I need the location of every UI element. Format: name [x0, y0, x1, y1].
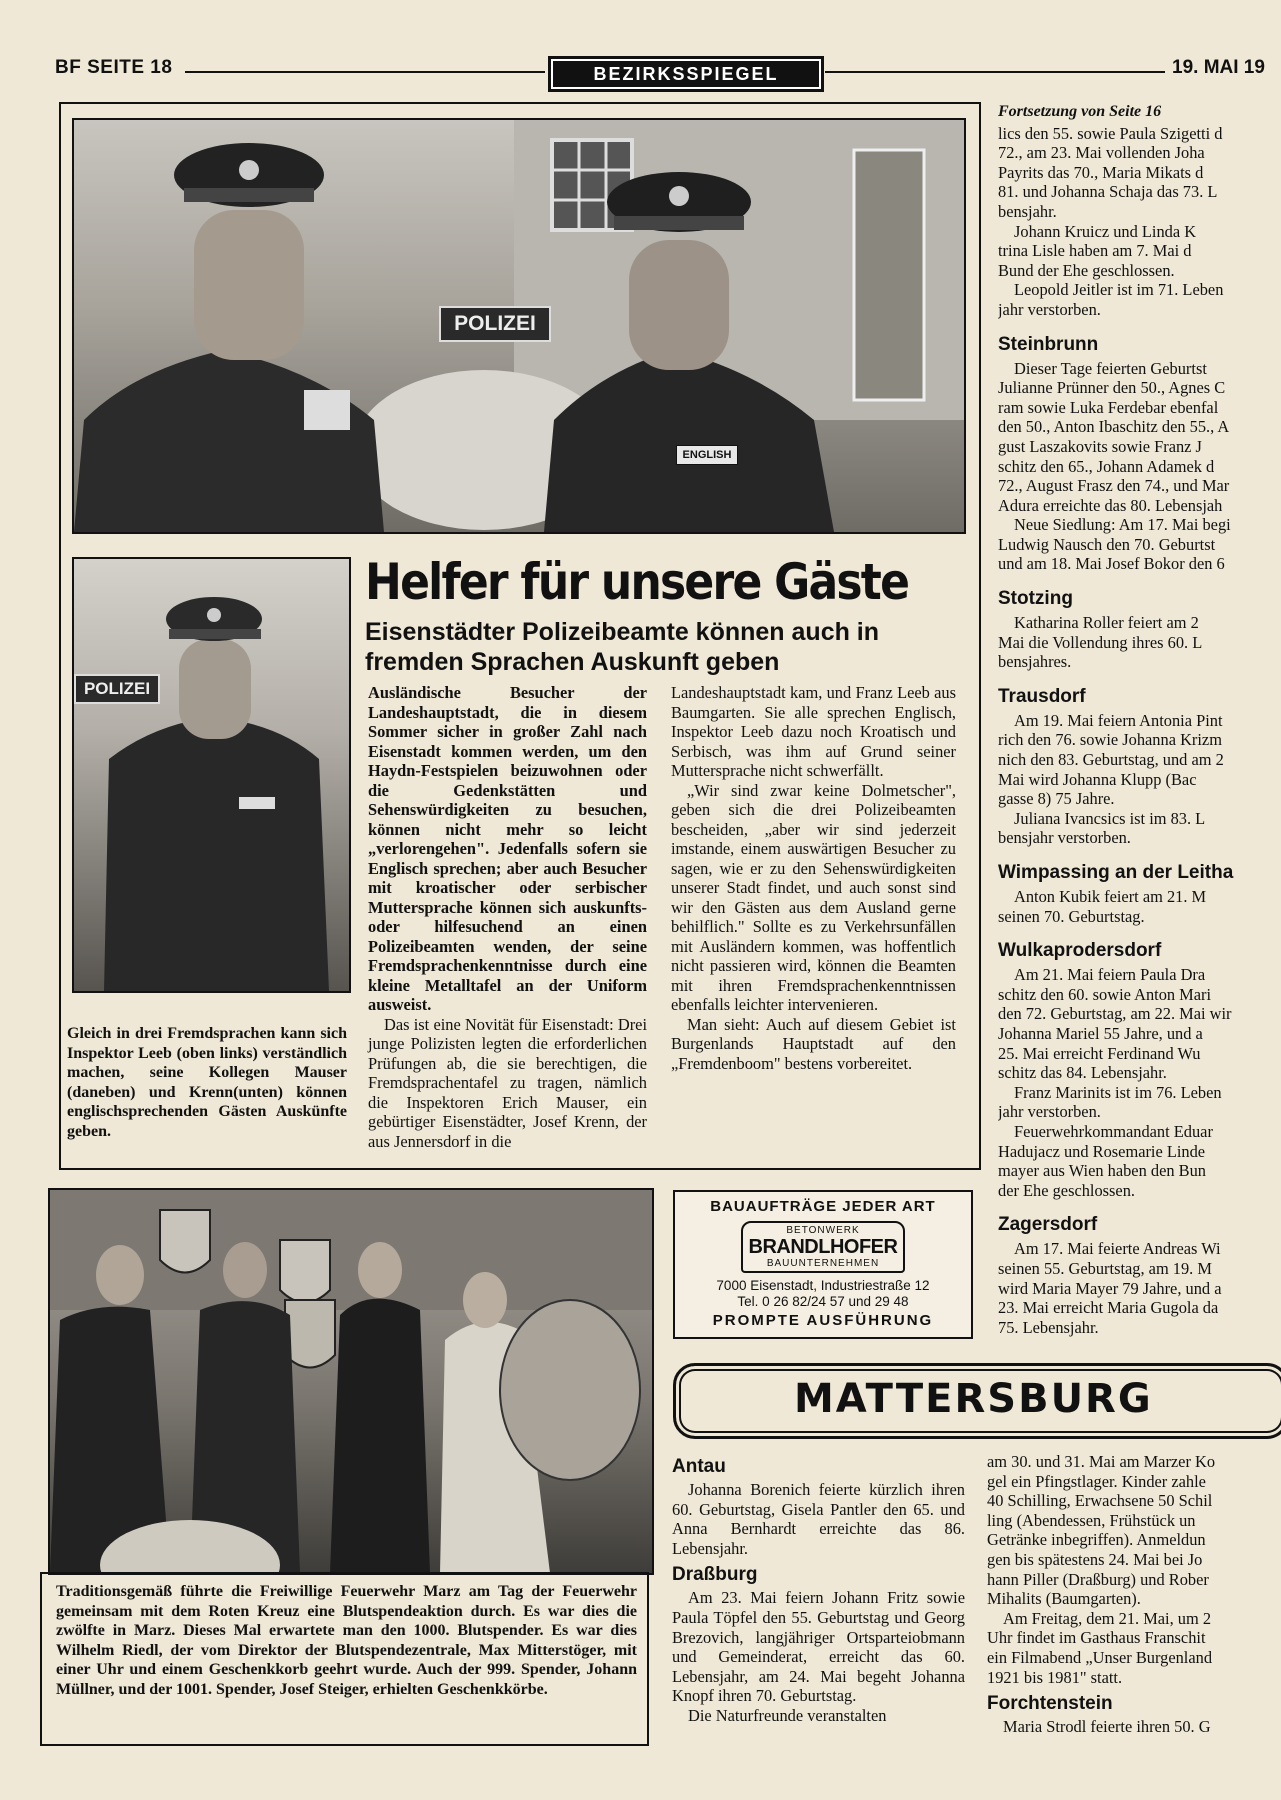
town-heading: Trausdorf	[998, 685, 1086, 707]
text-line: und am 18. Mai Josef Bokor den 6	[998, 554, 1225, 574]
text-line: Katharina Roller feiert am 2	[1014, 613, 1199, 633]
issue-date: 19. MAI 19	[1172, 57, 1265, 78]
text-line: Adura erreichte das 80. Lebensjah	[998, 495, 1223, 515]
text-line: 81. und Johanna Schaja das 73. L	[998, 182, 1218, 202]
article-headline: Helfer für unsere Gäste	[365, 553, 909, 611]
continued-note: Fortsetzung von Seite 16	[998, 103, 1162, 120]
text-line: wird Maria Mayer 79 Jahre, und a	[998, 1278, 1222, 1298]
birthdays-column	[998, 102, 1281, 1342]
town-heading: Forchtenstein	[987, 1693, 1113, 1715]
town-text: Die Naturfreunde veranstalten	[688, 1705, 887, 1725]
text-line: 25. Mai erreicht Ferdinand Wu	[998, 1043, 1201, 1063]
text-line: trina Lisle haben am 7. Mai d	[998, 241, 1192, 261]
text-line: ling (Abendessen, Frühstück un	[987, 1510, 1196, 1530]
town-heading: Wulkaprodersdorf	[998, 940, 1162, 962]
text-line: hann Piller (Draßburg) und Rober	[987, 1569, 1209, 1589]
mattersburg-column-2	[987, 1452, 1281, 1737]
ad-logo-sub: BAUUNTERNEHMEN	[766, 1258, 880, 1269]
text-line: jahr verstorben.	[998, 1102, 1101, 1122]
article-paragraph: Das ist eine Novität für Eisenstadt: Drei junge Polizisten legten die erforderlichen Prüfungen ab, die sie berechtigen, die Fremdsprachentafel zu tragen, nämlich die Inspektoren Erich Mauser, ein gebürtiger Eisenstädter, Josef Krenn, der aus Jennersdorf in die	[368, 1014, 647, 1151]
town-text: Am 23. Mai feiern Johann Fritz sowie Paula Töpfel den 55. Geburtstag und Georg Brezovich, langjähriger Ortsparteiobmann und Gemeinderat, erreicht das 60. Lebensjahr, am 24. Mai begeht Johanna Knopf ihren 70. Geburtstag.	[672, 1588, 965, 1706]
text-line: bensjahr.	[998, 201, 1057, 221]
mattersburg-banner	[673, 1363, 1281, 1439]
text-line: 23. Mai erreicht Maria Gugola da	[998, 1298, 1219, 1318]
text-line: gen bis spätestens 24. Mai bei Jo	[987, 1549, 1203, 1569]
header-rule-right	[825, 71, 1165, 73]
polizei-sign-left: POLIZEI	[74, 674, 160, 704]
text-line: Am 19. Mai feiern Antonia Pint	[1014, 710, 1223, 730]
town-sections	[998, 334, 1281, 1342]
photo-caption-officers: Gleich in drei Fremdsprachen kann sich Inspektor Leeb (oben links) verständlich machen, seine Kollegen Mauser (daneben) und Krenn(unten) können englischsprechenden Gästen Auskünfte geben.	[67, 1025, 347, 1140]
text-line: Mai die Vollendung ihres 60. L	[998, 632, 1203, 652]
text-line: Mai wird Johanna Klupp (Bac	[998, 769, 1197, 789]
town-heading: Zagersdorf	[998, 1214, 1098, 1236]
text-line: Getränke inbegriffen). Anmeldun	[987, 1530, 1206, 1550]
text-line: jahr verstorben.	[998, 299, 1101, 319]
text-line: gust Laszakovits sowie Franz J	[998, 436, 1202, 456]
text-line: den 72. Geburtstag, am 22. Mai wir	[998, 1004, 1232, 1024]
blood-donation-photo-art	[50, 1190, 652, 1573]
text-line: Johanna Mariel 55 Jahre, und a	[998, 1023, 1203, 1043]
text-line: am 30. und 31. Mai am Marzer Ko	[987, 1452, 1216, 1471]
polizei-sign-top: POLIZEI	[439, 306, 551, 342]
text-line: Anton Kubik feiert am 21. M	[1014, 887, 1207, 906]
text-line: ein Filmabend „Unser Burgenland	[987, 1647, 1213, 1667]
english-badge: ENGLISH	[676, 445, 738, 465]
town-heading: Steinbrunn	[998, 333, 1099, 355]
text-line: 40 Schilling, Erwachsene 50 Schil	[987, 1491, 1213, 1511]
page-number: BF SEITE 18	[55, 57, 173, 78]
header-rule-left	[185, 71, 545, 73]
text-line: Mihalits (Baumgarten).	[987, 1589, 1141, 1609]
text-line: 75. Lebensjahr.	[998, 1317, 1099, 1337]
ad-headline: BAUAUFTRÄGE JEDER ART	[710, 1198, 936, 1215]
text-line: Leopold Jeitler ist im 71. Leben	[1014, 280, 1224, 300]
ad-logo-name: BRANDLHOFER	[748, 1236, 898, 1258]
text-line: seinen 55. Geburtstag, am 19. M	[998, 1258, 1212, 1278]
text-line: schitz den 65., Johann Adamek d	[998, 456, 1215, 476]
article-paragraph: Landeshauptstadt kam, und Franz Leeb aus Baumgarten. Sie alle sprechen Englisch, Inspektor Leeb dazu noch Kroatisch und Serbisch, was ihm auf Grund seiner Muttersprache nicht schwerfällt.	[671, 683, 956, 780]
town-heading: Stotzing	[998, 588, 1073, 610]
town-heading: Antau	[672, 1456, 726, 1477]
text-line: gasse 8) 75 Jahre.	[998, 789, 1115, 809]
photo-caption-blood-donation: Traditionsgemäß führte die Freiwillige Feuerwehr Marz am Tag der Feuerwehr gemeinsam mit dem Roten Kreuz eine Blutspendeaktion durch. Es war dies die zwölfte in Marz. Dieses Mal erwartete man den 1000. Blutspender. Es war dies Wilhelm Riedl, der vom Direktor der Blutspendezentrale, Max Mitterstöger, mit einer Uhr und einem Geschenkkorb geehrt wurde. Auch der 999. Spender, Johann Müllner, und der 1001. Spender, Josef Steiger, erhielten Geschenkkörbe.	[40, 1572, 649, 1746]
text-line: Johann Kruicz und Linda K	[1014, 221, 1197, 241]
text-line: seinen 70. Geburtstag.	[998, 906, 1145, 926]
mattersburg-title: MATTERSBURG	[794, 1376, 1153, 1422]
text-line: Franz Marinits ist im 76. Leben	[1014, 1082, 1222, 1102]
officer-leeb-photo	[72, 557, 351, 993]
article-paragraph: Man sieht: Auch auf diesem Gebiet ist Burgenlands Hauptstadt auf den „Fremdenboom" bestens vorbereitet.	[671, 1014, 956, 1073]
text-line: 72., am 23. Mai vollenden Joha	[998, 143, 1205, 163]
brandlhofer-ad	[673, 1190, 973, 1339]
text-line: Hadujacz und Rosemarie Linde	[998, 1141, 1206, 1161]
text-line: Uhr findet im Gasthaus Franschit	[987, 1628, 1206, 1648]
text-line: ram sowie Luka Ferdebar ebenfal	[998, 397, 1219, 417]
text-line: Payrits das 70., Maria Mikats d	[998, 162, 1204, 182]
text-line: Am 21. Mai feiern Paula Dra	[1014, 965, 1206, 985]
text-line: schitz den 60. sowie Anton Mari	[998, 984, 1212, 1004]
ad-phone: Tel. 0 26 82/24 57 und 29 48	[737, 1294, 909, 1309]
text-line: Bund der Ehe geschlossen.	[998, 260, 1175, 280]
text-line: Juliana Ivancsics ist im 83. L	[1014, 808, 1206, 828]
text-line: Am Freitag, dem 21. Mai, um 2	[1003, 1608, 1212, 1628]
article-column-2	[671, 683, 956, 1073]
blood-donation-photo	[48, 1188, 654, 1575]
article-lead-paragraph: Ausländische Besucher der Landeshauptstadt, die in diesem Sommer sicher in großer Zahl nach Eisenstadt kommen werden, um den Haydn-Festspielen beizuwohnen oder die Gedenkstätten und Sehenswürdigkeiten zu besuchen, können nicht mehr so leicht „verlorengehen". Jedenfalls sofern sie Englisch sprechen; aber auch Besucher mit kroatischer oder serbischer Muttersprache können sich auskunfts- oder hilfesuchend an einen Polizeibeamten wenden, der seine Fremdsprachenkenntnisse durch eine kleine Metalltafel an der Uniform ausweist.	[368, 683, 647, 1014]
text-line: Feuerwehrkommandant Eduar	[1014, 1121, 1213, 1141]
ad-logo-top: BETONWERK	[786, 1225, 860, 1236]
text-line: nich den 83. Geburtstag, und am 2	[998, 750, 1224, 770]
text-line: den 50., Anton Ibaschitz den 55., A	[998, 417, 1230, 437]
text-line: Ludwig Nausch den 70. Geburtst	[998, 534, 1216, 554]
town-text: Johanna Borenich feierte kürzlich ihren 60. Geburtstag, Gisela Pantler den 65. und Anna Bernhardt erreichte das 86. Lebensjahr.	[672, 1480, 965, 1558]
text-line: 72., August Frasz den 74., und Mar	[998, 476, 1230, 496]
section-title: BEZIRKSSPIEGEL	[548, 56, 824, 92]
text-line: Julianne Prünner den 50., Agnes C	[998, 378, 1226, 398]
mattersburg-column-1	[672, 1450, 965, 1726]
officers-photo	[72, 118, 966, 534]
town-heading: Draßburg	[672, 1564, 758, 1586]
text-line: lics den 55. sowie Paula Szigetti d	[998, 123, 1223, 143]
text-line: bensjahr verstorben.	[998, 828, 1131, 848]
text-line: Dieser Tage feierten Geburtst	[1014, 358, 1207, 378]
text-line: rich den 76. sowie Johanna Krizm	[998, 730, 1222, 750]
article-subheadline: Eisenstädter Polizeibeamte können auch in fremden Sprachen Auskunft geben	[365, 618, 880, 676]
text-line: der Ehe geschlossen.	[998, 1180, 1135, 1200]
officer-leeb-photo-art	[74, 559, 349, 991]
text-line: Neue Siedlung: Am 17. Mai begi	[1014, 515, 1231, 535]
text-line: Am 17. Mai feierte Andreas Wi	[1014, 1239, 1221, 1259]
text-line: bensjahres.	[998, 652, 1072, 672]
town-heading: Wimpassing an der Leitha	[998, 862, 1234, 883]
ad-address: 7000 Eisenstadt, Industriestraße 12	[716, 1278, 930, 1293]
brandlhofer-logo	[741, 1221, 905, 1273]
text-line: mayer aus Wien haben den Bun	[998, 1161, 1206, 1181]
ad-footer: PROMPTE AUSFÜHRUNG	[712, 1312, 934, 1329]
article-paragraph: „Wir sind zwar keine Dolmetscher", geben sich die drei Polizeibeamten bescheiden, „aber wir sind jederzeit imstande, einem auswärtigen Besucher zu sagen, wie er zu den Sehenswürdigkeiten unserer Stadt findet, und auch sonst sind wir den Gästen aus dem Ausland gerne behilflich." Sollte es zu Verkehrsunfällen mit Ausländern kommen, was hoffentlich nicht passieren wird, können die Beamten mit ihren Fremdsprachenkenntnissen ebenfalls leichter intervenieren.	[671, 780, 956, 1014]
article-column-1	[368, 683, 647, 1151]
text-line: 1921 bis 1981" statt.	[987, 1667, 1123, 1687]
text-line: schitz das 84. Lebensjahr.	[998, 1063, 1167, 1083]
text-line: gel ein Pfingstlager. Kinder zahle	[987, 1471, 1206, 1491]
text-line: Maria Strodl feierte ihren 50. G	[1003, 1717, 1211, 1737]
